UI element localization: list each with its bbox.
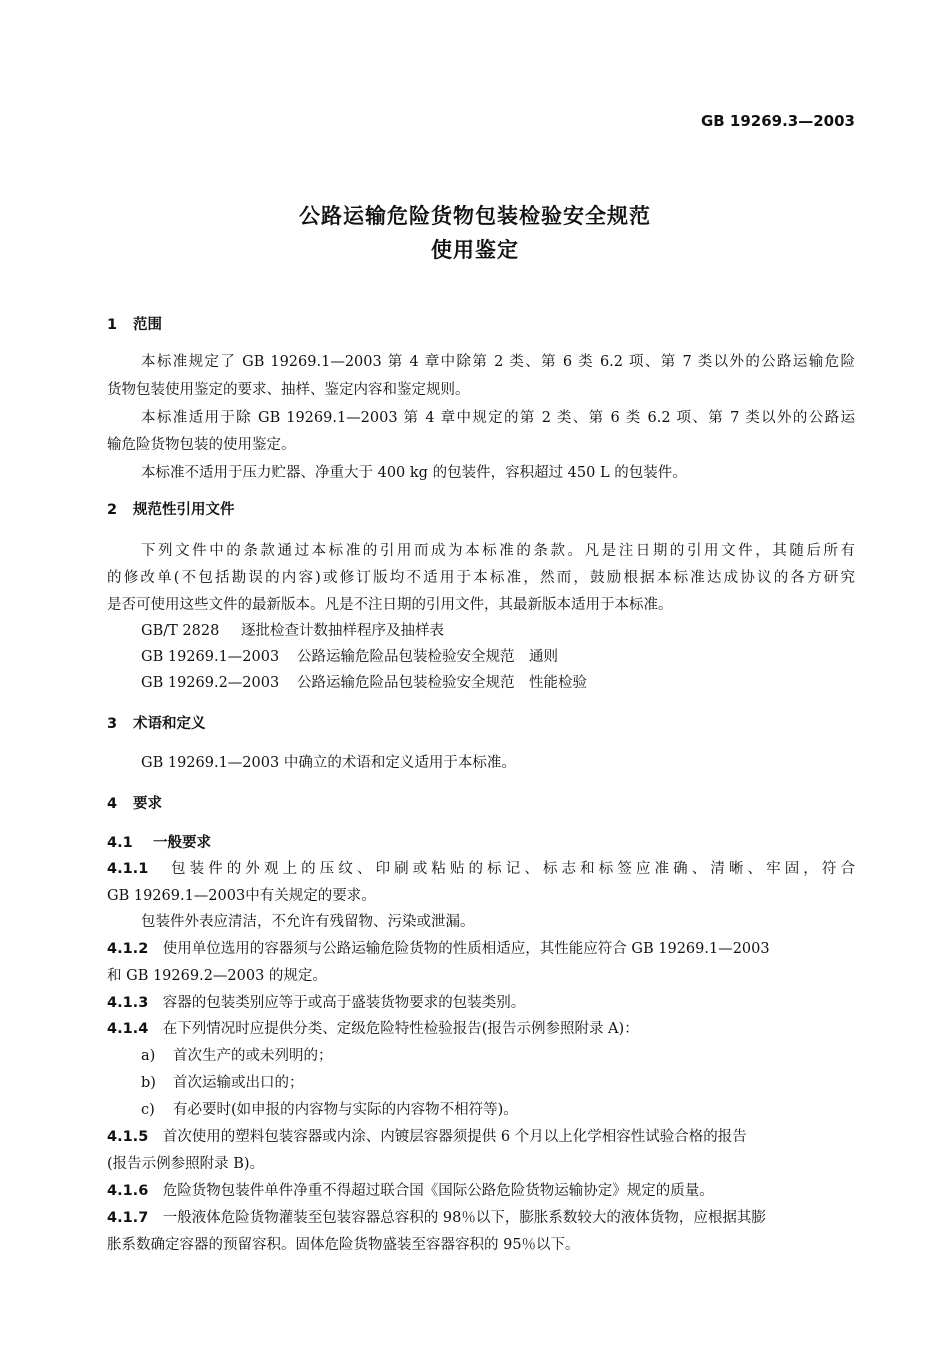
paragraph-line: 和 GB 19269.2—2003 的规定。 bbox=[107, 968, 327, 984]
paragraph-line: GB 19269.1—2003中有关规定的要求。 bbox=[107, 888, 376, 904]
list-text: 首次运输或出口的； bbox=[173, 1075, 304, 1091]
clause-text: 危险货物包装件单件净重不得超过联合国《国际公路危险货物运输协定》规定的质量。 bbox=[162, 1183, 714, 1199]
paragraph-line: 输危险货物包装的使用鉴定。 bbox=[107, 437, 296, 453]
clause-text: 包装件的外观上的压纹、印刷或粘贴的标记、标志和标签应准确、清晰、牢固，符合 bbox=[171, 861, 856, 877]
section-title: 规范性引用文件 bbox=[133, 502, 235, 518]
clause-4-1-2 bbox=[107, 937, 770, 958]
clause-number: 4.1.2 bbox=[107, 941, 149, 957]
reference-code: GB 19269.2—2003 bbox=[141, 675, 280, 691]
reference-code: GB 19269.1—2003 bbox=[141, 649, 280, 665]
list-marker: c) bbox=[141, 1102, 155, 1118]
reference-name: 逐批检查计数抽样程序及抽样表 bbox=[241, 623, 444, 639]
paragraph-line: 本标准不适用于压力贮器、净重大于 400 kg 的包装件，容积超过 450 L 的包装件。 bbox=[141, 465, 687, 481]
list-text: 有必要时(如申报的内容物与实际的内容物不相符等)。 bbox=[173, 1102, 518, 1118]
subsection-number: 4.1 bbox=[107, 835, 133, 851]
paragraph-line: 本标准适用于除 GB 19269.1—2003 第 4 章中规定的第 2 类、第 6 类 6.2 项、第 7 类以外的公路运 bbox=[141, 410, 855, 426]
section-title: 范围 bbox=[133, 317, 162, 333]
paragraph-line: 本标准规定了 GB 19269.1—2003 第 4 章中除第 2 类、第 6 类 6.2 项、第 7 类以外的公路运输危险 bbox=[141, 354, 855, 370]
clause-4-1-7 bbox=[107, 1206, 766, 1227]
list-item bbox=[141, 1071, 304, 1092]
reference-item bbox=[141, 619, 444, 640]
document-title: 公路运输危险货物包装检验安全规范 bbox=[299, 204, 651, 228]
reference-name: 公路运输危险品包装检验安全规范 通则 bbox=[297, 649, 558, 665]
clause-number: 4.1.5 bbox=[107, 1129, 149, 1145]
list-item bbox=[141, 1044, 333, 1065]
section-number: 2 bbox=[107, 502, 118, 518]
reference-code: GB/T 2828 bbox=[141, 623, 220, 639]
section-heading-terms bbox=[107, 712, 206, 733]
paragraph-line: 是否可使用这些文件的最新版本。凡是不注日期的引用文件，其最新版本适用于本标准。 bbox=[107, 597, 673, 613]
clause-4-1-4 bbox=[107, 1017, 639, 1038]
paragraph-line: 胀系数确定容器的预留容积。固体危险货物盛装至容器容积的 95％以下。 bbox=[107, 1237, 580, 1253]
section-title: 术语和定义 bbox=[133, 716, 206, 732]
paragraph-line: 下列文件中的条款通过本标准的引用而成为本标准的条款。凡是注日期的引用文件，其随后所有 bbox=[141, 543, 855, 559]
standard-code: GB 19269.3—2003 bbox=[700, 112, 855, 130]
paragraph-line: 货物包装使用鉴定的要求、抽样、鉴定内容和鉴定规则。 bbox=[107, 382, 470, 398]
clause-4-1-5 bbox=[107, 1125, 747, 1146]
section-number: 1 bbox=[107, 317, 118, 333]
document-subtitle: 使用鉴定 bbox=[431, 238, 519, 262]
list-item bbox=[141, 1098, 518, 1119]
clause-4-1-6 bbox=[107, 1179, 714, 1200]
clause-text: 一般液体危险货物灌装至包装容器总容积的 98％以下，膨胀系数较大的液体货物，应根据其膨 bbox=[162, 1210, 766, 1226]
clause-text: 使用单位选用的容器须与公路运输危险货物的性质相适应，其性能应符合 GB 19269.1—2003 bbox=[162, 941, 770, 957]
list-marker: b) bbox=[141, 1075, 156, 1091]
paragraph-line: GB 19269.1—2003 中确立的术语和定义适用于本标准。 bbox=[141, 755, 516, 771]
clause-number: 4.1.1 bbox=[107, 861, 149, 877]
section-title: 要求 bbox=[133, 796, 162, 812]
section-number: 3 bbox=[107, 716, 118, 732]
paragraph-line: 的修改单(不包括勘误的内容)或修订版均不适用于本标准，然而，鼓励根据本标准达成协议的各方研究 bbox=[107, 570, 855, 586]
subsection-title: 一般要求 bbox=[153, 835, 211, 851]
section-heading-scope bbox=[107, 313, 162, 334]
section-heading-requirements bbox=[107, 792, 162, 813]
clause-4-1-3 bbox=[107, 991, 525, 1012]
clause-number: 4.1.7 bbox=[107, 1210, 149, 1226]
list-marker: a) bbox=[141, 1048, 156, 1064]
clause-text: 首次使用的塑料包装容器或内涂、内镀层容器须提供 6 个月以上化学相容性试验合格的报告 bbox=[162, 1129, 747, 1145]
section-heading-references bbox=[107, 498, 235, 519]
reference-item bbox=[141, 671, 587, 692]
clause-text: 在下列情况时应提供分类、定级危险特性检验报告(报告示例参照附录 A)： bbox=[162, 1021, 639, 1037]
clause-number: 4.1.6 bbox=[107, 1183, 149, 1199]
reference-name: 公路运输危险品包装检验安全规范 性能检验 bbox=[297, 675, 587, 691]
section-number: 4 bbox=[107, 796, 118, 812]
list-text: 首次生产的或未列明的； bbox=[173, 1048, 333, 1064]
clause-text: 容器的包装类别应等于或高于盛装货物要求的包装类别。 bbox=[162, 995, 526, 1011]
paragraph-line: 包装件外表应清洁，不允许有残留物、污染或泄漏。 bbox=[141, 914, 475, 930]
clause-4-1-1 bbox=[107, 857, 855, 878]
clause-number: 4.1.3 bbox=[107, 995, 149, 1011]
clause-number: 4.1.4 bbox=[107, 1021, 149, 1037]
reference-item bbox=[141, 645, 558, 666]
paragraph-line: (报告示例参照附录 B)。 bbox=[107, 1156, 265, 1172]
subsection-heading bbox=[107, 831, 211, 852]
